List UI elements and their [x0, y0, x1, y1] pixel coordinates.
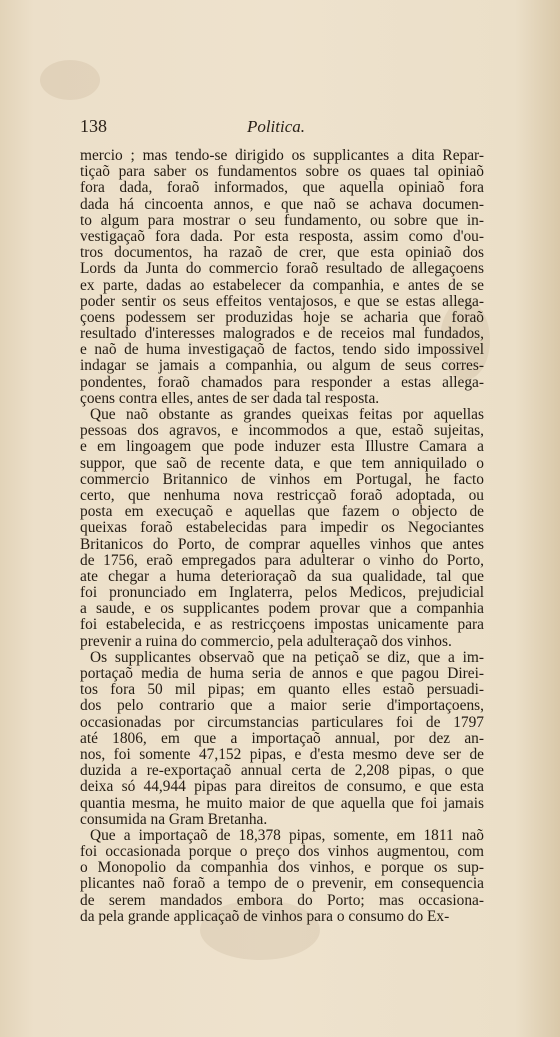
text-line: da pela grande applicaçaõ de vinhos para o consumo do Ex- — [80, 908, 450, 925]
text-line: foi estabelecida, e as restricçoens impostas unicamente para — [80, 617, 484, 634]
text-line: foi occasionada porque o preço dos vinhos augmentou, com — [80, 844, 484, 861]
text-line: pondentes, foraõ chamados para responder a estas allega- — [80, 374, 484, 391]
text-line: dos pelo contrario que a maior serie d'importaçoens, — [80, 698, 484, 715]
text-line: Os supplicantes observaõ que na petiçaõ se diz, que a im- — [90, 649, 484, 666]
text-line: posta em execuçaõ e aquellas que fazem o objecto de — [80, 504, 484, 521]
paragraph — [80, 828, 484, 925]
text-line: to algum para mostrar o seu fundamento, ou sobre que in- — [80, 212, 484, 229]
text-line: Que naõ obstante as grandes queixas feitas por aquellas — [90, 407, 484, 423]
text-line: deixa só 44,944 pipas para direitos de consumo, e que esta — [80, 779, 484, 796]
text-line: ate chegar a huma deterioraçaõ da sua qualidade, tal que — [80, 568, 484, 585]
text-line: Que a importaçaõ de 18,378 pipas, somente, em 1811 naõ — [90, 827, 484, 844]
text-line: çoens contra elles, antes de ser dada tal resposta. — [80, 390, 380, 407]
text-line: de serem mandados embora do Porto; mas occasiona- — [80, 892, 484, 909]
text-line: quantia mesma, he muito maior de que aquella que foi jamais — [80, 795, 484, 812]
text-line: vestigaçaõ fora dada. Por esta resposta, assim como d'ou- — [80, 228, 484, 245]
text-line: queixas foraõ estabelecidas para impedir os Negociantes — [80, 520, 484, 537]
running-head: Politica. — [246, 117, 306, 136]
text-line: prevenir a ruina do commercio, pela adulteraçaõ dos vinhos. — [80, 633, 452, 650]
text-line: portaçaõ media de huma seria de annos e que pagou Direi- — [80, 666, 484, 682]
paragraph — [80, 650, 484, 828]
text-line: ex parte, dadas ao estabelecer da companhia, e antes de se — [80, 277, 484, 294]
text-line: mercio ; mas tendo-se dirigido os supplicantes a dita Repar- — [80, 148, 484, 164]
text-line: e em lingoagem que pode induzer esta Illustre Camara a — [80, 439, 484, 456]
text-line: tros documentos, ha razaõ de crer, que esta opiniaõ dos — [80, 245, 484, 262]
text-line: duzida a re-exportaçaõ annual certa de 2,208 pipas, o que — [80, 763, 484, 780]
text-line: e naõ de huma investigaçaõ de factos, tendo sido impossivel — [80, 342, 484, 359]
text-line: çoens podessem ser produzidas hoje se acharia que foraõ — [80, 309, 484, 326]
text-line: commercio Britannico de vinhos em Portugal, he facto — [80, 471, 484, 488]
text-line: consumida na Gram Bretanha. — [80, 811, 268, 828]
text-line: poder sentir os seus effeitos ventajosos, e que se estas allega- — [80, 293, 484, 310]
text-line: até 1806, em que a importaçaõ annual, por dez an- — [80, 730, 484, 747]
text-line: Lords da Junta do commercio foraõ resultado de allegaçoens — [80, 261, 484, 278]
text-line: nos, foi somente 47,152 pipas, e d'esta mesmo deve ser de — [80, 746, 484, 763]
text-line: foi pronunciado em Inglaterra, pelos Medicos, prejudicial — [80, 585, 484, 602]
text-line: suppor, que saõ de recente data, e que tem anniquilado o — [80, 455, 484, 472]
page-header — [80, 116, 472, 140]
paragraph — [80, 148, 484, 407]
text-line: tiçaõ para saber os fundamentos sobre os quaes tal opiniaõ — [80, 164, 484, 181]
text-line: de 1756, eraõ empregados para adulterar o vinho do Porto, — [80, 552, 484, 569]
text-line: indagar se jamais a companhia, ou algum de seus corres- — [80, 358, 484, 375]
body-text — [80, 148, 484, 925]
text-line: certo, que nenhuma nova restricçaõ foraõ adoptada, ou — [80, 487, 484, 504]
page-number: 138 — [80, 116, 107, 136]
paper-stain — [40, 60, 100, 100]
text-line: resultado d'interesses malogrados e de receios mal fundados, — [80, 326, 484, 343]
text-line: o Monopolio da companhia dos vinhos, e porque os sup- — [80, 860, 484, 877]
text-line: tos fora 50 mil pipas; em quanto elles estaõ persuadi- — [80, 682, 484, 699]
text-line: fora dada, foraõ informados, que aquella opiniaõ fora — [80, 180, 484, 197]
text-line: plicantes naõ foraõ a tempo de o prevenir, em consequencia — [80, 876, 484, 893]
text-line: Britanicos do Porto, de comprar aquelles vinhos que antes — [80, 536, 484, 553]
paragraph — [80, 407, 484, 650]
text-line: a saude, e os supplicantes podem provar que a companhia — [80, 601, 484, 618]
text-line: dada há cincoenta annos, e que naõ se achava documen- — [80, 196, 484, 213]
text-line: pessoas dos agravos, e incommodos a que, estaõ sujeitas, — [80, 423, 484, 440]
text-line: occasionadas por circumstancias particulares foi de 1797 — [80, 714, 484, 731]
